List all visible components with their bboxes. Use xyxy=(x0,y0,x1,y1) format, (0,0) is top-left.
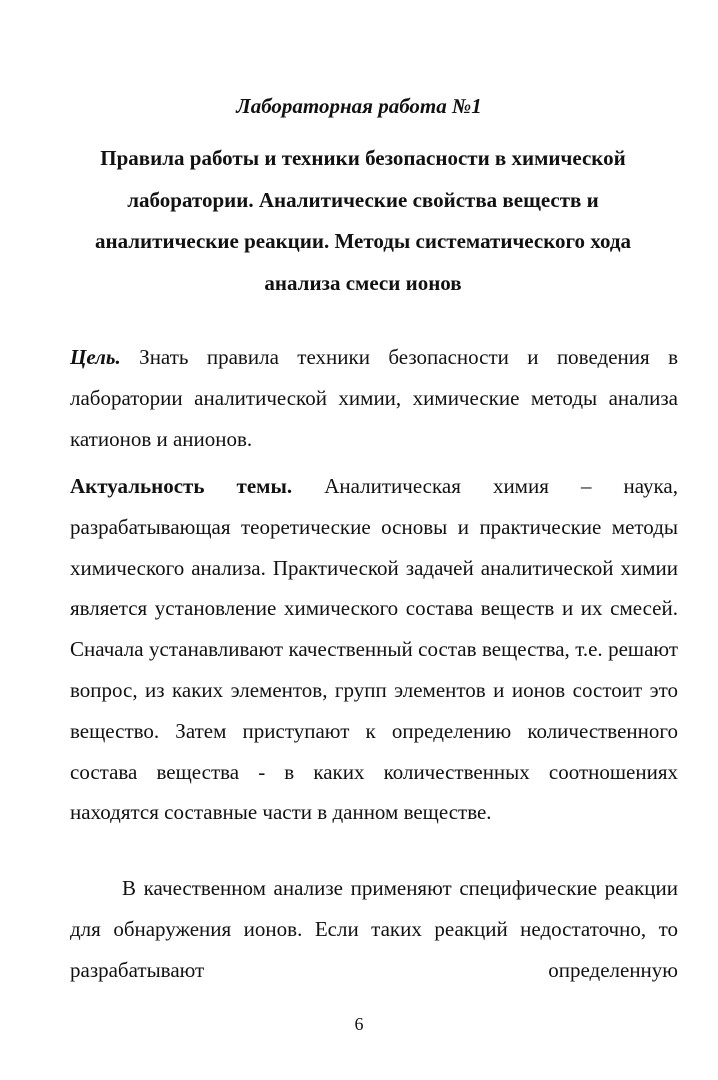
relevance-paragraph xyxy=(70,466,678,833)
qualitative-analysis-paragraph: В качественном анализе применяют специфические реакции для обнаружения ионов. Если таких реакций недостаточно, то разрабатывают определенную xyxy=(70,876,678,982)
page-title: Правила работы и техники безопасности в химической лаборатории. Аналитические свойства веществ и аналитические реакции. Методы систематического хода анализа смеси ионов xyxy=(94,146,631,295)
page-number: 6 xyxy=(354,1014,364,1034)
relevance-label: Актуальность темы. xyxy=(70,474,293,498)
goal-paragraph xyxy=(70,337,678,459)
lab-work-title: Лабораторная работа №1 xyxy=(236,94,482,118)
goal-text: Знать правила техники безопасности и поведения в лаборатории аналитической химии, химические методы анализа катионов и анионов. xyxy=(70,345,678,451)
relevance-text: Аналитическая химия – наука, разрабатывающая теоретические основы и практические методы химического анализа. Практической задачей аналитической химии является установление химического состава веществ и их смесей. Сначала устанавливают качественный состав вещества, т.е. решают вопрос, из каких элементов, групп элементов и ионов состоит это вещество. Затем приступают к определению количественного состава вещества - в каких количественных соотношениях находятся составные части в данном веществе. xyxy=(70,474,678,825)
goal-label: Цель. xyxy=(70,345,121,369)
